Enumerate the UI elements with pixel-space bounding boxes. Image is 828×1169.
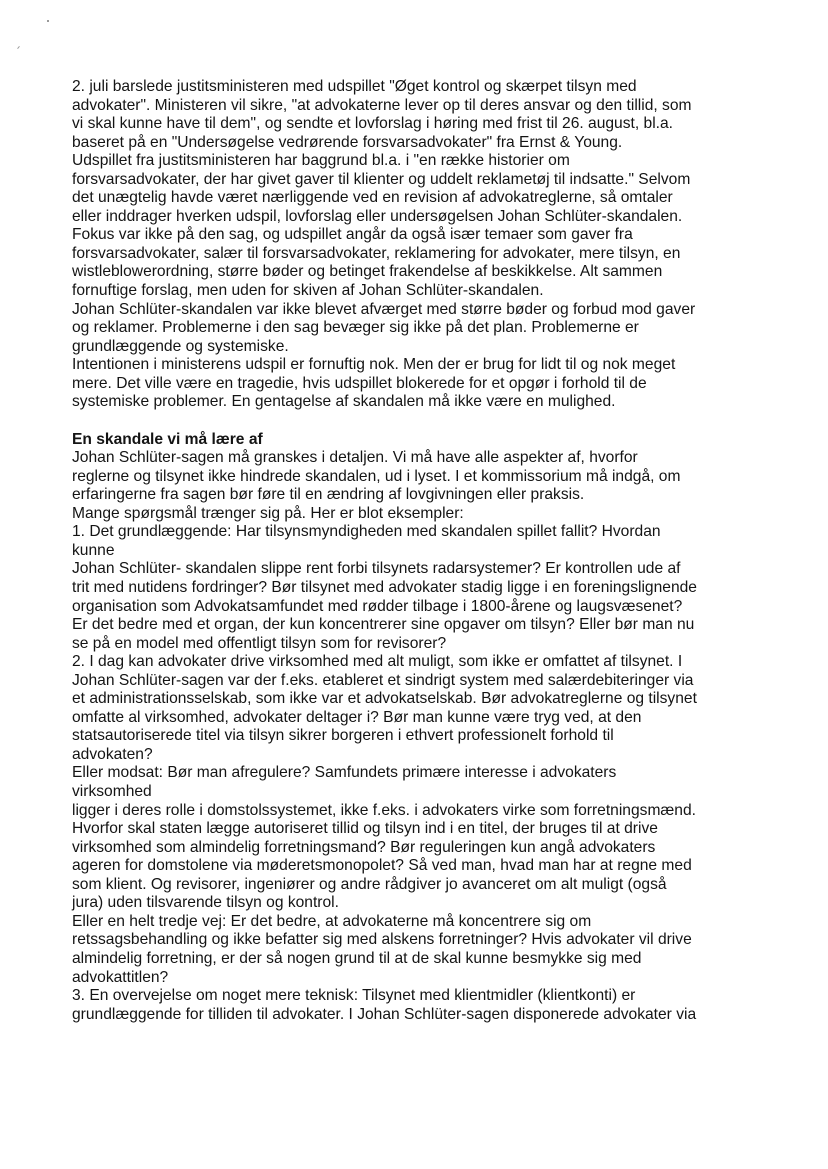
text-line: Johan Schlüter-sagen må granskes i detaljen. Vi må have alle aspekter af, hvorfor [72, 449, 638, 467]
text-line: baseret på en "Undersøgelse vedrørende forsvarsadvokater" fra Ernst & Young. [72, 133, 623, 151]
text-line: som klient. Og revisorer, ingeniører og andre rådgiver jo avanceret om alt muligt (også [72, 875, 667, 893]
text-line: Udspillet fra justitsministeren har baggrund bl.a. i "en række historier om [72, 152, 570, 170]
paragraph-gap [72, 412, 772, 431]
text-line: virksomhed som almindelig forretningsmand? Bør reguleringen kun angå advokaters [72, 838, 656, 856]
text-line: virksomhed [72, 783, 152, 801]
text-line: ageren for domstolene via møderetsmonopolet? Så ved man, hvad man har at regne med [72, 857, 692, 875]
text-line: det unægtelig havde været nærliggende ved en revision af advokatreglerne, så omtaler [72, 189, 673, 207]
text-line: advokater". Ministeren vil sikre, "at advokaterne lever op til deres ansvar og den tillid, som [72, 96, 692, 114]
text-line: kunne [72, 541, 115, 559]
text-line: Mange spørgsmål trænger sig på. Her er blot eksempler: [72, 504, 464, 522]
text-line: advokattitlen? [72, 968, 169, 986]
text-line: reglerne og tilsynet ikke hindrede skandalen, ud i lyset. I et kommissorium må indgå, om [72, 467, 681, 485]
text-line: 1. Det grundlæggende: Har tilsynsmyndigheden med skandalen spillet fallit? Hvordan [72, 523, 661, 541]
text-line: eller inddrager hverken udspil, lovforslag eller undersøgelsen Johan Schlüter-skandalen. [72, 207, 683, 225]
text-line: 2. I dag kan advokater drive virksomhed med alt muligt, som ikke er omfattet af tilsynet. I [72, 653, 683, 671]
text-line: advokaten? [72, 745, 153, 763]
text-line: statsautoriserede titel via tilsyn sikrer borgeren i ethvert professionelt forhold til [72, 727, 614, 745]
text-line: forsvarsadvokater, salær til forsvarsadvokater, reklamering for advokater, mere tilsyn, en [72, 244, 681, 262]
text-line: erfaringerne fra sagen bør føre til en ændring af lovgivningen eller praksis. [72, 486, 585, 504]
text-line: et administrationsselskab, som ikke var et advokatselskab. Bør advokatreglerne og tilsynet [72, 690, 697, 708]
text-line: 3. En overvejelse om noget mere teknisk: Tilsynet med klientmidler (klientkonti) er [72, 987, 636, 1005]
text-line: grundlæggende for tilliden til advokater. I Johan Schlüter-sagen disponerede advokater via [72, 1005, 697, 1023]
text-line: omfatte al virksomhed, advokater deltager i? Bør man kunne være tryg ved, at den [72, 708, 642, 726]
text-line: mere. Det ville være en tragedie, hvis udspillet blokerede for et opgør i forhold til de [72, 374, 647, 392]
section-heading: En skandale vi må lære af [72, 430, 263, 448]
text-line: Johan Schlüter- skandalen slippe rent forbi tilsynets radarsystemer? Er kontrollen ude af [72, 560, 681, 578]
text-line: ligger i deres rolle i domstolssystemet, ikke f.eks. i advokaters virke som forretningsmænd. [72, 801, 696, 819]
text-line: trit med nutidens fordringer? Bør tilsynet med advokater stadig ligge i en foreningslignende [72, 579, 697, 597]
text-line: grundlæggende og systemiske. [72, 337, 289, 355]
text-line: Eller en helt tredje vej: Er det bedre, at advokaterne må koncentrere sig om [72, 912, 592, 930]
text-line: Johan Schlüter-sagen var der f.eks. etableret et sindrigt system med salærdebiteringer via [72, 671, 694, 689]
text-line: Eller modsat: Bør man afregulere? Samfundets primære interesse i advokaters [72, 764, 617, 782]
text-line: Er det bedre med et organ, der kun koncentrerer sine opgaver om tilsyn? Eller bør man nu [72, 616, 695, 634]
text-line: jura) uden tilsvarende tilsyn og kontrol. [72, 894, 339, 912]
document-body [72, 78, 772, 1024]
text-line: Johan Schlüter-skandalen var ikke blevet afværget med større bøder og forbud mod gaver [72, 300, 696, 318]
text-line: 2. juli barslede justitsministeren med udspillet "Øget kontrol og skærpet tilsyn med [72, 78, 637, 95]
text-line: forsvarsadvokater, der har givet gaver til klienter og uddelt reklametøj til indsatte." Selvom [72, 170, 691, 188]
scan-speck [47, 20, 49, 22]
text-line: Intentionen i ministerens udspil er fornuftig nok. Men der er brug for lidt til og nok meget [72, 356, 676, 374]
text-line: retssagsbehandling og ikke befatter sig med alskens forretninger? Hvis advokater vil drive [72, 931, 692, 949]
text-line: Fokus var ikke på den sag, og udspillet angår da også især temaer som gaver fra [72, 226, 633, 244]
text-line: systemiske problemer. En gentagelse af skandalen må ikke være en mulighed. [72, 393, 616, 411]
text-line: organisation som Advokatsamfundet med rødder tilbage i 1800-årene og laugsvæsenet? [72, 597, 683, 615]
text-line: wistleblowerordning, større bøder og betinget frakendelse af beskikkelse. Alt sammen [72, 263, 663, 281]
text-line: og reklamer. Problemerne i den sag bevæger sig ikke på det plan. Problemerne er [72, 319, 639, 337]
text-line: se på en model med offentligt tilsyn som for revisorer? [72, 634, 447, 652]
text-line: Hvorfor skal staten lægge autoriseret tillid og tilsyn ind i en titel, der bruges til at drive [72, 820, 658, 838]
text-line: vi skal kunne have til dem", og sendte et lovforslag i høring med frist til 26. august, bl.a. [72, 115, 673, 133]
text-line: almindelig forretning, er der så nogen grund til at de skal kunne besmykke sig med [72, 949, 642, 967]
text-line: fornuftige forslag, men uden for skiven af Johan Schlüter-skandalen. [72, 282, 544, 300]
scan-speck [17, 46, 20, 49]
